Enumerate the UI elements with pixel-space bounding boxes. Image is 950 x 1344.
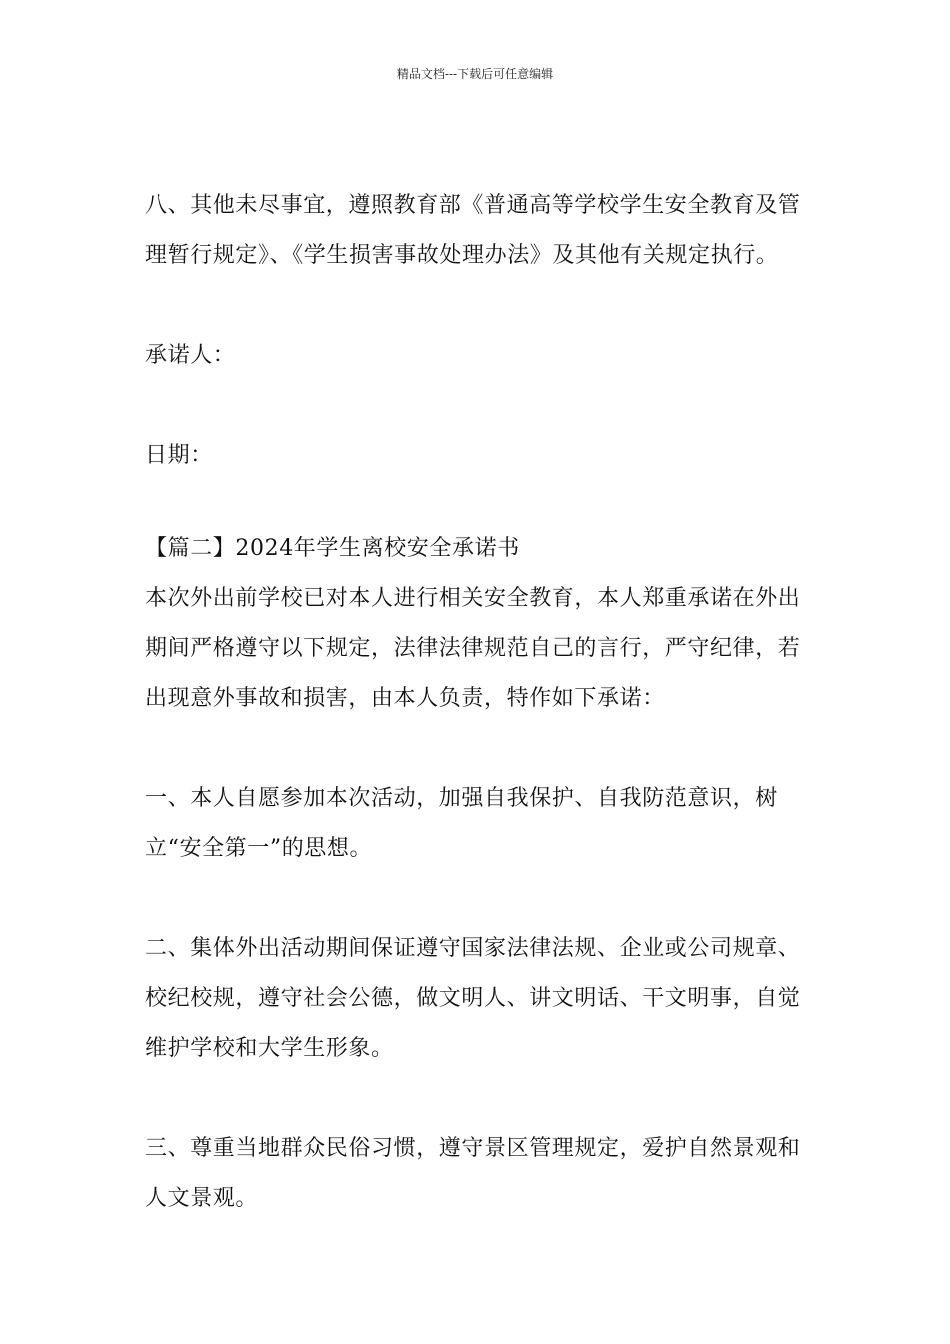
section-title: 【篇二】2024年学生离校安全承诺书 xyxy=(145,536,520,561)
commitment-item-2: 二、集体外出活动期间保证遵守国家法律法规、企业或公司规章、校纪校规，遵守社会公德，做文明人、讲文明话、干文明事，自觉维护学校和大学生形象。 xyxy=(145,936,801,1061)
intro-paragraph: 本次外出前学校已对本人进行相关安全教育，本人郑重承诺在外出期间严格遵守以下规定，法律法律规范自己的言行，严守纪律，若出现意外事故和损害，由本人负责，特作如下承诺： xyxy=(145,586,801,711)
commitment-item-1: 一、本人自愿参加本次活动，加强自我保护、自我防范意识，树立“安全第一”的思想。 xyxy=(145,786,778,861)
paragraph-item-8: 八、其他未尽事宜，遵照教育部《普通高等学校学生安全教育及管理暂行规定》、《学生损害事故处理办法》及其他有关规定执行。 xyxy=(145,193,801,268)
page-header: 精品文档---下载后可任意编辑 xyxy=(396,67,554,81)
commitment-item-3: 三、尊重当地群众民俗习惯，遵守景区管理规定，爱护自然景观和人文景观。 xyxy=(145,1136,801,1211)
date-label: 日期： xyxy=(145,443,213,468)
promiser-label: 承诺人： xyxy=(145,343,236,368)
document-body xyxy=(145,181,807,1224)
